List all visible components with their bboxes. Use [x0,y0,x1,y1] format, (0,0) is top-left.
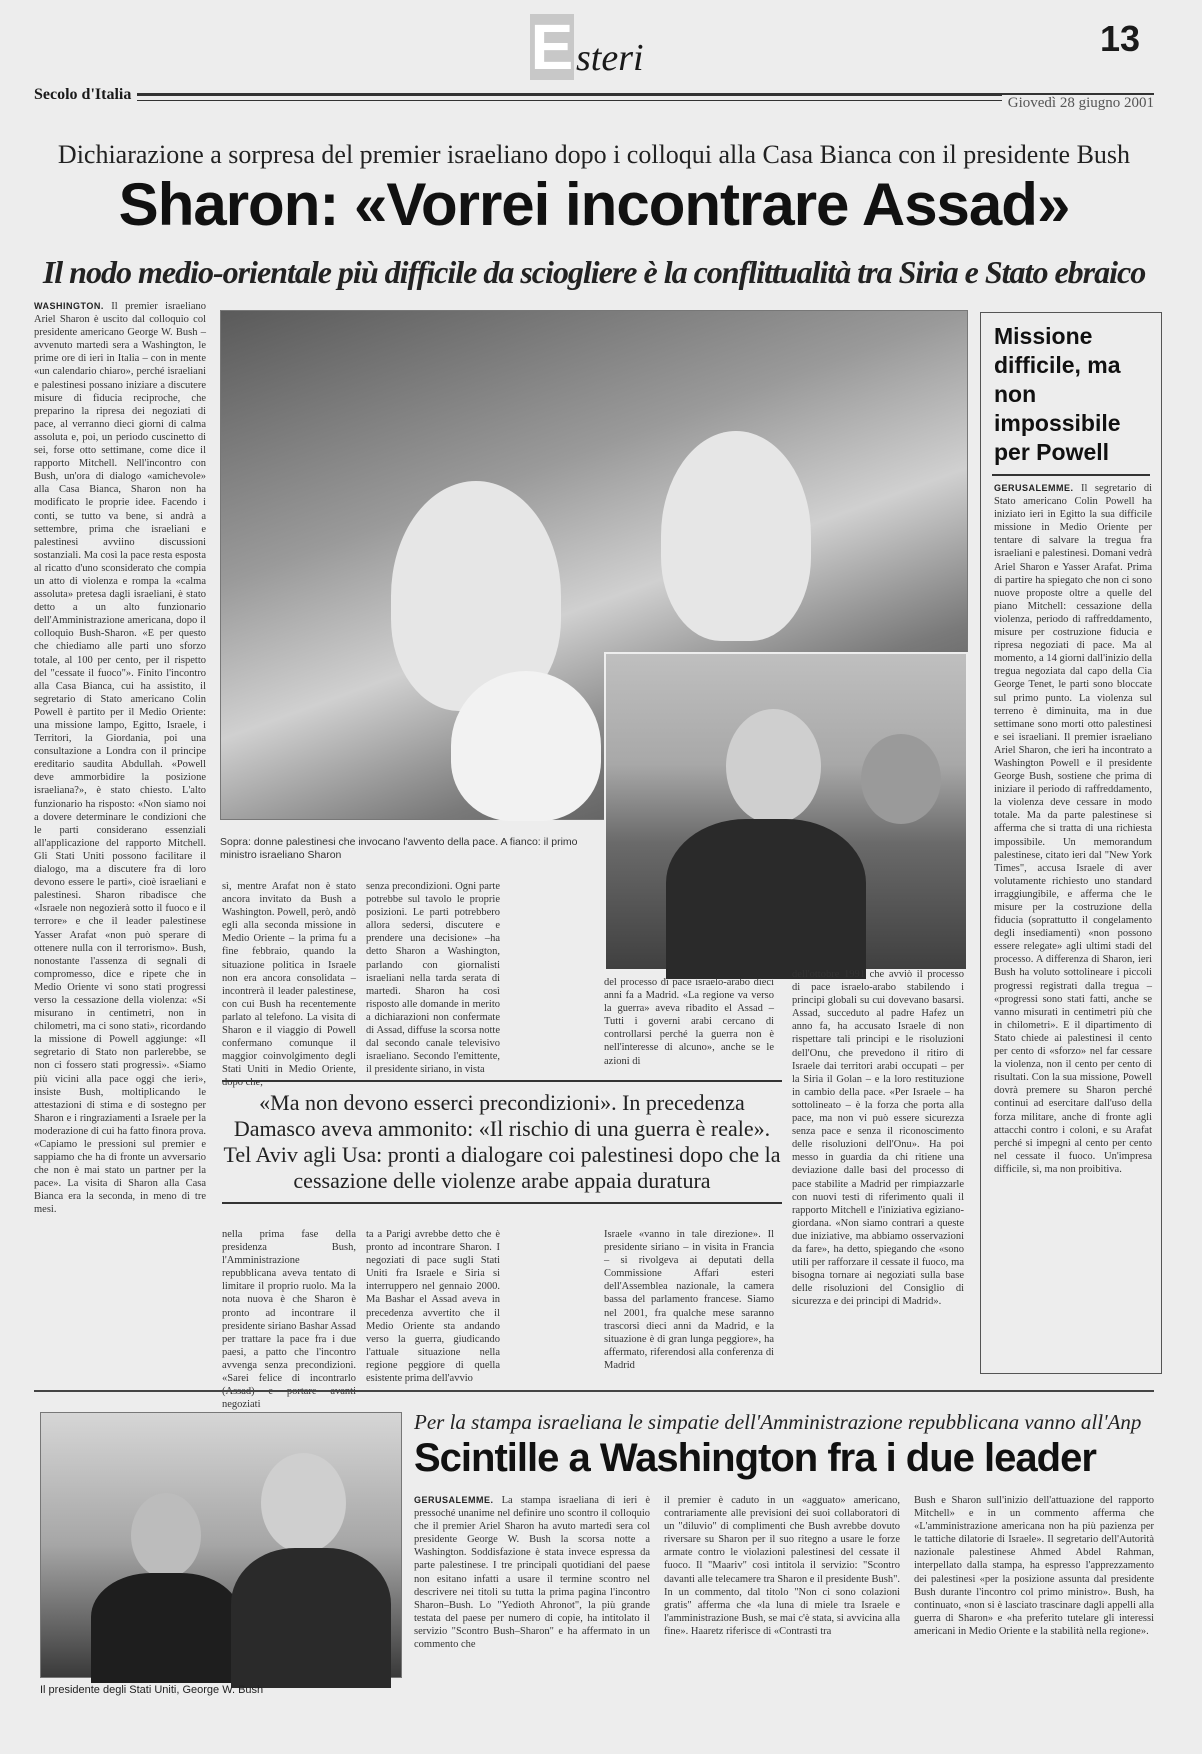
photo-sharon-face [726,709,821,824]
issue-date: Giovedì 28 giugno 2001 [1002,95,1154,112]
paper-name: Secolo d'Italia [34,86,137,104]
photo-sharon [604,652,968,971]
bottom-dateline: GERUSALEMME. [414,1495,494,1505]
main-column-3: senza precondizioni. Ogni parte potrebbe sul tavolo le proprie posizioni. Le parti potrebbero allora sedersi, discutere e prendere una decisione» –ha detto Sharon a Washington, parlando con giornalisti israeliani nella tarda serata di martedì. Sharon ha così risposto alle domande in merito a dichiarazioni non confermate di Assad, diffuse la scorsa notte dal secondo canale televisivo israeliano. Secondo l'emittente, il presidente siriano, in vista [366,881,500,1076]
bottom-headline: Scintille a Washington fra i due leader [414,1436,1096,1480]
photo-bush-body-2 [231,1548,391,1688]
page-number: 13 [1100,18,1141,59]
sidebar-rule [992,474,1150,476]
bush-photo-caption: Il presidente degli Stati Uniti, George W. Bush [40,1684,264,1696]
masthead-rule [34,93,1154,96]
photo-bush-person-2 [261,1453,346,1553]
bottom-rule [34,1390,1154,1392]
sidebar-dateline: GERUSALEMME. [994,483,1074,493]
photo-bush-body-1 [91,1573,241,1683]
sidebar-body [994,482,1152,1362]
sidebar-body-text: Il segretario di Stato americano Colin Powell ha iniziato ieri in Egitto la sua difficile missione in Medio Oriente per tentare di salvare la tregua fra israeliani e palestinesi. Domani vedrà Ariel Sharon e Yasser Arafat. Prima di partire ha spiegato che non ci sono nuove proposte oltre a quelle del piano Mitchell: cessazione della violenza, periodo di raffreddamento, misure per costruzione fiducia e ripresa negoziati di pace. Ma al momento, a 14 giorni dall'inizio della tregua negoziata dal capo della Cia George Tenet, le parti sono bloccate sul primo punto. La violenza sul terreno è diminuita, ma in due settimane sono morti otto palestinesi e sei israeliani. Il premier israeliano Ariel Sharon, che ieri ha incontrato a Washington Powell e il presidente George Bush, sostiene che prima di iniziare il periodo di raffreddamento, la violenza deve cessare in modo totale. Ma da parte palestinese si afferma che si tratta di una richiesta impossibile. Un memorandum palestinese, citato ieri dal "New York Times", accusa Israele di aver volutamente richiesto uno standard irraggiungibile, e afferma che le misure per la costruzione della fiducia (soprattutto il congelamento degli insediamenti) «non possono essere relegate» agli ultimi stadi del processo. A differenza di Sharon, ieri Bush ha voluto sottolineare i piccoli progressi registrati dalla tregua – «progressi sono stati fatti, anche se vanno misurati in centimetri più che in chilometri». E il dipartimento di Stato chiede ai palestinesi il cento per cento di «sforzo» nel far cessare la violenza, non il cento per cento di risultati. Con la sua missione, Powell dovrà premere su Sharon perché continui ad esercitare dall'uso della forza militare, anche di fronte agli attacchi contro i coloni, e su Arafat perché si impegni al cento per cento nel cessate il fuoco. Un'impresa difficile, sì, ma non proibitiva. [994,483,1152,1175]
main-subheadline: Il nodo medio-orientale più difficile da sciogliere è la conflittualità tra Siria e Stato ebraico [42,254,1146,290]
photo-bush-person-1 [131,1493,201,1578]
section-logo [530,11,680,84]
main-column-2: sì, mentre Arafat non è stato ancora invitato da Bush a Washington. Powell, però, andò egli alla seconda missione in Medio Oriente – la prima fu a fine febbraio, quando la situazione politica in Israele non era ancora consolidata – incontrerà il leader palestinese, con cui Bush ha recentemente parlato al telefono. La visita di Sharon e il viaggio di Powell confermano comunque il maggior coinvolgimento degli Stati Uniti in Medio Oriente, dopo che, [222,881,356,1089]
main-headline: Sharon: «Vorrei incontrare Assad» [118,171,1070,238]
photo-bush [40,1412,402,1678]
section-logo-initial: E [530,11,574,83]
bottom-kicker: Per la stampa israeliana le simpatie dell'Amministrazione repubblicana vanno all'Anp [414,1410,1142,1434]
main-column-4b: Israele «vanno in tale direzione». Il presidente siriano – in visita in Francia – si rivolgeva ai deputati della Commissione Affari esteri dell'Assemblea nazionale, la camera bassa del parlamento francese. Siamo nel 2001, fra qualche mese saranno trascorsi dieci anni da Madrid, e la situazione è di gran lunga peggiore», ha affermato, riferendosi alla conferenza di Madrid [604,1229,774,1371]
bottom-column-3: Bush e Sharon sull'inizio dell'attuazione del rapporto Mitchell» e in un commento afferma che «L'amministrazione americana non ha più pazienza per le tattiche dilatorie di Israele». Il segretario dell'Autorità nazionale palestinese Ahmed Abdel Rahman, interpellato dalla stampa, ha espresso l'apprezzamento dei palestinesi «per la posizione assunta dal presidente Bush durante l'incontro col primo ministro». Bush, ha continuato, «non si è lasciato trascinare dagli appelli alla guerra di Sharon» e «ha preferito tutelare gli interessi americani in Medio Oriente e la stabilità nella regione». [914,1495,1154,1637]
main-column-1 [34,300,206,1368]
main-dateline: WASHINGTON. [34,301,104,311]
photo-sharon-bodyguard [861,734,941,824]
sidebar-title: Missione difficile, ma non impossibile per Powell [994,323,1121,465]
bottom-column-1 [414,1494,650,1724]
bottom-column-1-text: La stampa israeliana di ieri è pressoché unanime nel definire uno scontro il colloquio che il premier Ariel Sharon ha avuto martedì sera col presidente George W. Bush la scorsa notte a Washington. Soddisfazione è stata invece espressa da parte palestinese. I tre principali quotidiani del paese non esitano infatti a usare il termine scontro nel descrivere nei titoli su tutta la prima pagina l'incontro Sharon–Bush. Lo "Yedioth Ahronot", la più grande testata del paese per numero di copie, ha intitolato il servizio "Scontro Bush–Sharon" e ha affermato in un commento che [414,1495,650,1651]
section-logo-text: steri [576,37,644,79]
main-column-1-text: Il premier israeliano Ariel Sharon è uscito dal colloquio col presidente americano George W. Bush – avvenuto martedì sera a Washington, le prime ore di ieri in Italia – con in mente «un calendario chiaro», perché israeliani e palestinesi possano iniziare a discutere misure di fiducia reciproche, che preparino la ripresa dei negoziati di pace, al verranno dieci giorni di calma assoluta e, poi, un periodo cuscinetto di sei, forse otto settimane, come dice il rapporto Mitchell. Nell'incontro con Bush, un'ora di dialogo «amichevole» alla Casa Bianca, Sharon non ha modificato le proprie idee. Facendo i conti, se tutto va bene, si andrà a settembre, prima che israeliani e palestinesi avviino discussioni sostanziali. Ma così la pace resta esposta al ricatto d'uno sconsiderato che compia un atto di violenza e rompa la «calma assoluta» pretesa dagli israeliani, è stato detto a un alto funzionario dell'Amministrazione americana, dopo il colloquio Bush-Sharon. «E per questo che chiediamo alle parti uno sforzo totale, al 100 per cento, per il rispetto del "cessate il fuoco"». Finito l'incontro alla Casa Bianca, cui ha assistito, il segretario di Stato americano Colin Powell è partito per il Medio Oriente: una missione lampo, Egitto, Israele, i Territori, la Giordania, poi una consultazione a Londra con il principe ereditario saudita Abdullah. «Powell deve ammorbidire la posizione israeliana?», è stato chiesto. L'alto funzionario ha risposto: «Non siamo noi a dovere determinare le condizioni che le parti considerano essenziali all'applicazione del rapporto Mitchell. Gli Stati Uniti possono facilitare il dialogo, ma a discutere fra di loro devono essere le parti», cioè israeliani e palestinesi. Sharon ribadisce che «Israele non negozierà sotto il fuoco e il terrore» e che il leader palestinese Yasser Arafat «non può sperare di ottenere nulla con il terrorismo». Bush, nonostante l'assenza di segnali di compromesso, dice e ripete che in Medio Oriente vi sono stati progressi verso la cessazione della violenza: «Si misurano in centimetri, non in chilometri, ma ci sono stati», ricordando la missione di Powell aggiunge: «Il segretario di Stato non parlerebbe, se non ci fossero stati progressi». «Siamo più vicini alla pace oggi che ieri», insiste Bush, moltiplicando le attestazioni di stima e di sostegno per Sharon e i ringraziamenti a Israele per la moderazione di cui ha fatto finora prova. «Capiamo le pressioni sul premier e sappiamo che ha di fronte un avversario che non è mai stato un partner per la pace». La visita di Sharon alla Casa Bianca era la seconda, in meno di tre mesi. [34,301,206,1216]
masthead-rule-thin [34,100,1154,101]
photo-figure-3 [451,671,601,821]
photo-figure-2 [661,431,811,641]
main-column-5: dell'ottobre 1991 che avviò il processo di pace israelo-arabo stabilendo i principi globali su cui dovevano basarsi. Assad, succeduto al padre Hafez un anno fa, ha accusato Israele di non rispettare tali principi e le risoluzioni dell'Onu, che prevedono il ritiro di Israele dai territori arabi occupati – per la Siria il Golan – e la loro restituzione in cambio della pace. «Per Israele – ha sottolineato – è la forza che porta alla pace, ma non vi può essere sicurezza senza pace e senza il riconoscimento delle risoluzioni dell'Onu». Ha poi messo in guardia da chi ritiene una deviazione dalle basi del processo di pace stabilite a Madrid per rimpiazzarle con nuovi testi di riferimento quali il rapporto Mitchell e l'iniziativa egiziano-giordana. «Non siamo contrari a queste due iniziative, ma abbiamo osservazioni da fare», ha detto, spiegando che «sono utili per rafforzare il cessate il fuoco, ma bisogna tornare ai negoziati sulla base delle risoluzioni del Consiglio di sicurezza e dei principi di Madrid». [792,969,964,1308]
main-column-2b: nella prima fase della presidenza Bush, l'Amministrazione repubblicana aveva tentato di limitare il proprio ruolo. Ma la nota nuova è che Sharon è pronto ad incontrare il presidente siriano Bashar Assad per trattare la pace fra i due paesi, a patto che l'incontro avvenga senza precondizioni. «Sarei felice di incontrarlo negoziati [222,1229,356,1411]
main-column-4: del processo di pace israelo-arabo dieci anni fa a Madrid. «La regione va verso la guerra» aveva ribadito el Assad – Tutti i governi arabi cercano di controllarsi perché la guerra non è nell'interesse di alcuno», anche se le azioni di [604,977,774,1067]
bottom-column-2: il premier è caduto in un «agguato» americano, contrariamente alle previsioni dei suoi collaboratori di un "diluvio" di complimenti che Bush avrebbe dovuto riversare su Sharon per il suo ritegno a usare le forze armate contro le violazioni palestinesi del cessate il fuoco. Il "Maariv" così intitola il servizio: "Scontro davanti alle telecamere tra Sharon e il presidente Bush". In un commento, dal titolo "Non ci sono colazioni gratis" afferma che «la luna di miele tra Israele e l'amministrazione Bush, se mai c'è stata, si avvicina alla fine». Haaretz riferisce di «Contrasti tra [664,1495,900,1637]
main-kicker: Dichiarazione a sorpresa del premier israeliano dopo i colloqui alla Casa Bianca con il presidente Bush [57,140,1131,169]
pull-quote: «Ma non devono esserci precondizioni». In precedenza Damasco aveva ammonito: «Il rischio di una guerra è reale». Tel Aviv agli Usa: pronti a dialogare coi palestinesi dopo che la cessazione delle violenze arabe appaia duratura [222,1080,782,1204]
main-column-3b: ta a Parigi avrebbe detto che è pronto ad incontrare Sharon. I negoziati di pace sugli Stati Uniti fra Israele e Siria si interruppero nel gennaio 2000. Ma Bashar el Assad aveva in precedenza avvertito che il Medio Oriente sta andando verso la guerra, giudicando l'attuale situazione nella regione peggiore di quella esistente prima dell'avvio [366,1229,500,1385]
main-photo-caption: Sopra: donne palestinesi che invocano l'avvento della pace. A fianco: il primo ministro israeliano Sharon [220,836,578,861]
photo-sharon-suit [666,819,866,979]
